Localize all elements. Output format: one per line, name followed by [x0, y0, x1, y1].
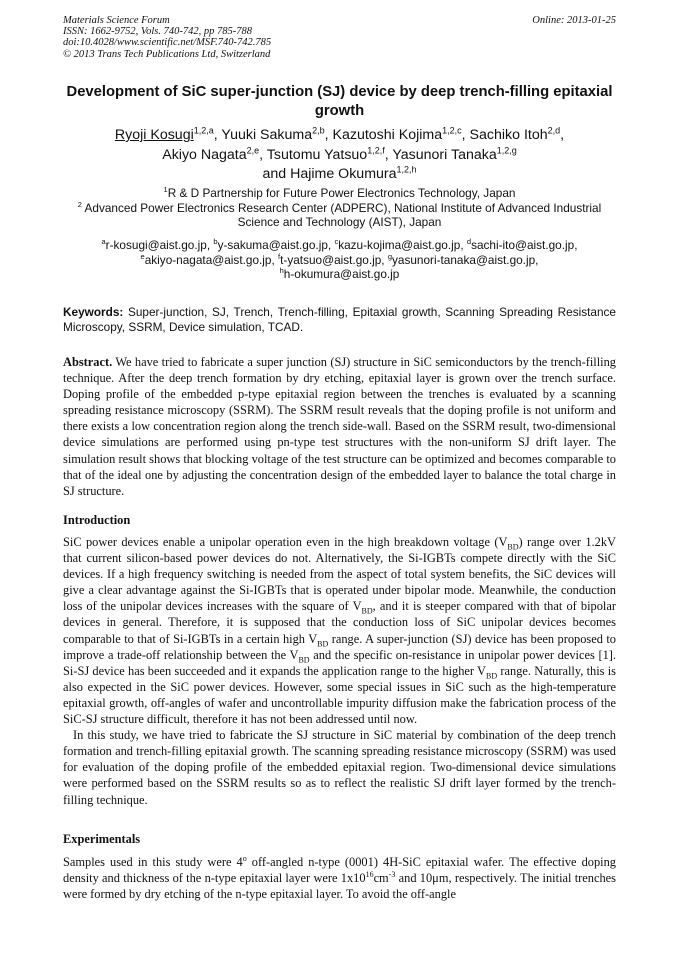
text-run: cm [373, 871, 389, 886]
subscript: BD [507, 542, 519, 552]
subscript: BD [486, 671, 498, 681]
introduction-section [63, 534, 616, 808]
abstract-text: We have tried to fabricate a super junction (SJ) structure in SiC semiconductors by the trench-filling technique. After the deep trench formation by dry etching, epitaxial layer is grown over the trench surface. Doping profile of the embedded p-type epitaxial region between the trenches is evaluated by a scanning spreading resistance microscopy (SSRM). The SSRM result reveals that the doping profile is not uniform and there exists a low concentration region along the trench side-wall. Based on the SSRM result, two-dimensional device simulations are performed using pn-type test structures with the non-uniform SJ drift layer. The simulation result shows that blocking voltage of the test structure can be optimized and becomes comparable to that of the ideal one by adjusting the concentration design of the embedded layer to balance the total charge in SJ structure. [63, 355, 616, 498]
email-address[interactable]: sachi-ito@aist.go.jp [471, 238, 575, 252]
author-name: Yuuki Sakuma [221, 127, 313, 143]
paper-title: Development of SiC super-junction (SJ) device by deep trench-filling epitaxial growth [66, 84, 613, 119]
email-sup: e [140, 251, 145, 261]
text-run: and the specific on-resistance in unipolar power devices [1]. Si-SJ device has been succeeded and it expands the application range to the higher V [63, 647, 616, 678]
author-sup: 2,b [312, 125, 325, 136]
superscript: o [242, 853, 247, 863]
author-and: and [262, 166, 287, 182]
author-name: Sachiko Itoh [469, 127, 548, 143]
email-address[interactable]: t-yatsuo@aist.go.jp [280, 252, 382, 267]
affiliation-sup: 2 [77, 199, 82, 209]
journal-doi: doi:10.4028/www.scientific.net/MSF.740-742.785 [63, 37, 272, 49]
email-sup: g [387, 251, 393, 261]
intro-paragraph [63, 534, 616, 727]
email-address[interactable]: y-sakuma@aist.go.jp [217, 238, 328, 252]
subscript: BD [317, 639, 329, 649]
keywords [63, 305, 616, 334]
email-list: $^a$r-kosugi@aist.go.jp, $^b$y-sakuma@aist.go.jp, $^c$kazu-kojima@aist.go.jp, $^d$sachi-ito@aist.go.jp, $^e$akiyo-nagata@aist.go.jp, $^f$t-yatsuo@aist.go.jp, $^g$yasunori-tanaka@aist.go.jp, $^h$h-okumura@aist.go.jp [101, 237, 578, 282]
text-run: SiC power devices enable a unipolar operation even in the high breakdown voltage (V [63, 535, 508, 549]
email-sup: a [101, 237, 106, 247]
subscript: BD [361, 606, 373, 616]
email-address[interactable]: kazu-kojima@aist.go.jp [338, 238, 461, 252]
email-address[interactable]: h-okumura@aist.go.jp [283, 267, 400, 282]
intro-paragraph: In this study, we have tried to fabricate the SJ structure in SiC material by combination of the deep trench formation and trench-filling epitaxial growth. The scanning spreading resistance microscopy (SSRM) was used for evaluation of the doping profile of the embedded epitaxial region. Two-dimensional device simulations were performed based on the SSRM results so as to reflect the realistic SJ drift layer formed by the trench-filling technique. [63, 728, 616, 807]
abstract-label: Abstract. [63, 355, 113, 369]
author-name: Kazutoshi Kojima [332, 127, 443, 143]
author-name: Ryoji Kosugi [114, 127, 194, 143]
author-sup: 1,2,f [367, 144, 385, 155]
text-run: Samples used in this study were 4 [63, 855, 243, 869]
section-heading-introduction: Introduction [63, 513, 131, 527]
email-address[interactable]: r-kosugi@aist.go.jp [105, 238, 207, 252]
section-heading-experimentals: Experimentals [63, 832, 141, 846]
journal-copyright: © 2013 Trans Tech Publications Ltd, Switzerland [63, 48, 271, 60]
text-run: and 10μm, respectively. The initial trenches were formed by dry etching of the n-type epitaxial layer. To avoid the off-angle [63, 871, 616, 902]
author-name: Hajime Okumura [290, 166, 397, 182]
keywords-label: Keywords: [63, 305, 124, 319]
superscript: -3 [388, 869, 396, 879]
subscript: BD [298, 655, 310, 665]
exp-paragraph [63, 854, 616, 902]
experimentals-section [63, 854, 616, 902]
journal-name: Materials Science Forum [63, 15, 170, 26]
author-sup: 1,2,h [396, 164, 417, 175]
text-run: off-angled n-type (0001) 4H-SiC epitaxial wafer. The effective doping density and thickness of the n-type epitaxial layer were 1x10 [63, 855, 616, 886]
affiliation [63, 186, 616, 201]
author-sup: 1,2,c [442, 125, 462, 136]
author-list: Ryoji Kosugi$^{1,2,a}$, Yuuki Sakuma$^{2,b}$, Kazutoshi Kojima$^{1,2,c}$, Sachiko Itoh$^{2,d}$, Akiyo Nagata$^{2,e}$, Tsutomu Yatsuo$^{1,2,f}$, Yasunori Tanaka$^{1,2,g}$ and Hajime Okumura$^{1,2,h}$ [114, 125, 565, 182]
author-sup: 1,2,g [496, 144, 517, 155]
author-name: Tsutomu Yatsuo [266, 146, 368, 163]
text-run: , and it is steeper compared with that of bipolar devices in general. Therefore, it is supposed that the conduction loss of SiC unipolar devices becomes comparable to that of Si-IGBTs in a certain high V [63, 599, 616, 646]
abstract-paragraph [63, 354, 616, 499]
email-sup: f [278, 251, 281, 261]
author-name: Akiyo Nagata [162, 146, 247, 163]
text-run: range. Naturally, this is also expected in the SiC power devices. However, some special issues in SiC such as the high-temperature epitaxial growth, off-angles of wafer and uncontrollable impurity diffusion make the fabrication process of the SiC-SJ structure difficult, therefore it has not been addressed until now. [63, 663, 616, 727]
text-run: range. A super-junction (SJ) device has been proposed to improve a trade-off relationship between the V [63, 631, 616, 662]
email-address[interactable]: yasunori-tanaka@aist.go.jp [392, 252, 536, 267]
affiliations [63, 186, 616, 230]
email-sup: b [213, 237, 218, 247]
abstract [63, 354, 616, 499]
affiliation-sup: 1 [163, 185, 168, 195]
email-sup: c [334, 237, 339, 247]
journal-issn: ISSN: 1662-9752, Vols. 740-742, pp 785-788 [63, 26, 252, 38]
email-address[interactable]: akiyo-nagata@aist.go.jp [144, 252, 272, 267]
online-date: Online: 2013-01-25 [532, 15, 616, 26]
keywords-text: Super-junction, SJ, Trench, Trench-filling, Epitaxial growth, Scanning Spreading Resistance Microscopy, SSRM, Device simulation, TCAD. [63, 305, 616, 334]
email-sup: h [279, 266, 284, 276]
author-name: Yasunori Tanaka [392, 146, 497, 163]
journal-header [63, 15, 271, 60]
affiliation-text: Advanced Power Electronics Research Center (ADPERC), National Institute of Advanced Industrial Science and Technology (AIST), Japan [81, 200, 602, 230]
email-sup: d [466, 237, 472, 247]
author-sup: 1,2,a [193, 125, 214, 136]
text-run: ) range over 1.2kV that current silicon-based power devices do not. Alternatively, the Si-IGBTs compete directly with the SiC devices. If a high frequency switching is needed from the aspect of total system benefits, the SiC devices will give a clear advantage against the Si-IGBTs that is operated under bipolar mode. Meanwhile, the conduction loss of the unipolar devices increases with the square of V [63, 535, 616, 614]
author-sup: 2,d [547, 125, 561, 136]
affiliation-text: R & D Partnership for Future Power Electronics Technology, Japan [167, 186, 516, 200]
author-sup: 2,e [246, 144, 260, 155]
affiliation [63, 201, 616, 230]
superscript: 16 [365, 869, 374, 879]
